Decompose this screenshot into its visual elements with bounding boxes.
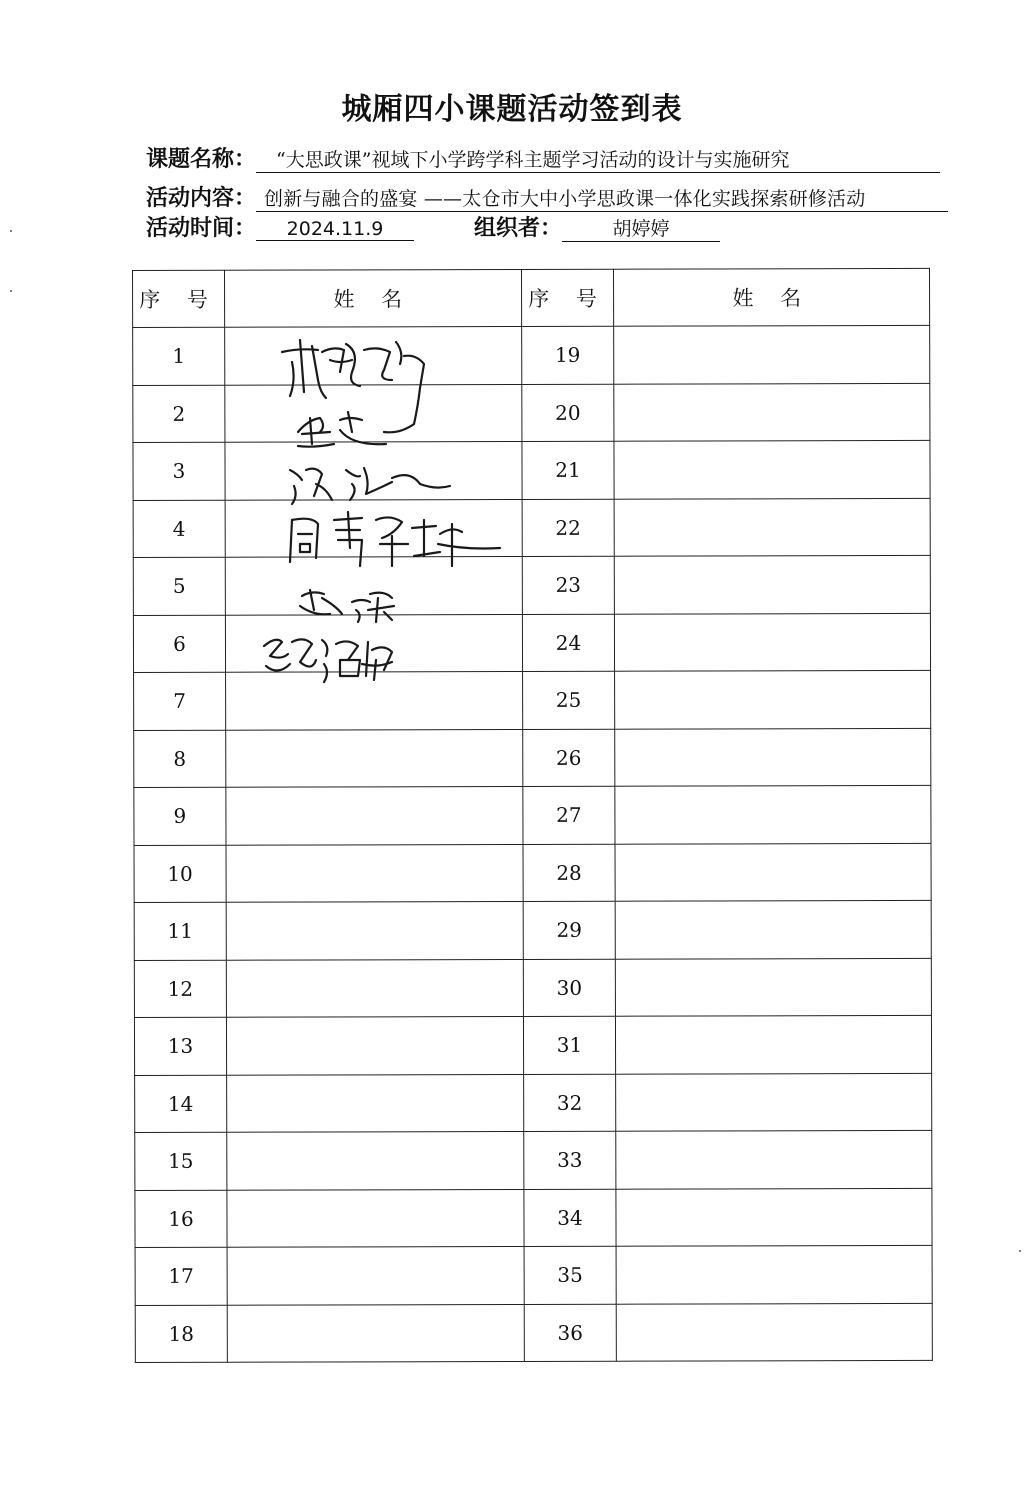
table-row (133, 613, 930, 673)
name-cell-right (616, 1073, 932, 1131)
row-number-left: 8 (134, 730, 226, 788)
name-cell-right (615, 843, 931, 901)
row-number-left: 4 (133, 500, 225, 558)
name-cell-right (614, 383, 930, 441)
row-number-left: 6 (133, 615, 225, 673)
row-number-left: 2 (133, 385, 225, 443)
table-row (135, 1303, 932, 1363)
organizer-value: 胡婷婷 (562, 214, 720, 242)
scan-speck-1 (10, 230, 12, 232)
table-row (135, 1130, 932, 1190)
name-cell-right (616, 958, 932, 1016)
row-number-left: 15 (135, 1132, 227, 1190)
name-cell-right (615, 613, 931, 671)
table-row (133, 498, 930, 558)
row-number-left: 14 (135, 1075, 227, 1133)
content-row (146, 181, 948, 212)
row-number-right: 25 (522, 671, 615, 729)
name-cell-left (225, 326, 522, 384)
name-cell-left (225, 441, 522, 499)
header-number-left: 序 号 (133, 270, 225, 327)
name-cell-left (226, 786, 523, 844)
table-row (135, 1245, 932, 1305)
row-number-right: 34 (523, 1189, 616, 1247)
name-cell-left (227, 1189, 524, 1247)
name-cell-right (615, 555, 931, 613)
time-label: 活动时间： (146, 215, 257, 241)
name-cell-right (616, 1245, 932, 1303)
table-row (134, 1015, 931, 1075)
row-number-right: 28 (523, 844, 616, 902)
header-name-right: 姓 名 (614, 268, 930, 326)
row-number-left: 12 (134, 960, 226, 1018)
content-value: 创新与融合的盛宴 ——太仓市大中小学思政课一体化实践探索研修活动 (256, 184, 948, 212)
table-header-row (133, 268, 930, 327)
row-number-left: 18 (135, 1305, 227, 1363)
name-cell-right (615, 728, 931, 786)
name-cell-right (615, 670, 931, 728)
table-row (133, 325, 930, 385)
name-cell-left (227, 1246, 524, 1304)
table-row (134, 958, 931, 1018)
row-number-left: 13 (134, 1017, 226, 1075)
row-number-left: 3 (133, 442, 225, 500)
name-cell-right (615, 785, 931, 843)
table-row (134, 900, 931, 960)
table-body (133, 325, 933, 1362)
row-number-right: 26 (522, 729, 615, 787)
name-cell-right (614, 440, 930, 498)
name-cell-left (226, 1016, 523, 1074)
topic-label: 课题名称： (146, 146, 257, 172)
row-number-right: 24 (522, 614, 615, 672)
name-cell-right (617, 1303, 933, 1361)
sign-in-table (132, 268, 933, 1363)
table-row (134, 670, 931, 730)
row-number-right: 35 (524, 1246, 617, 1304)
row-number-left: 7 (134, 672, 226, 730)
row-number-left: 11 (134, 902, 226, 960)
row-number-right: 30 (523, 959, 616, 1017)
row-number-left: 5 (133, 557, 225, 615)
row-number-right: 19 (521, 326, 614, 384)
row-number-right: 36 (524, 1304, 617, 1362)
name-cell-left (225, 614, 522, 672)
scan-speck-3 (1019, 1250, 1021, 1252)
name-cell-left (225, 671, 522, 729)
row-number-right: 20 (521, 384, 614, 442)
table-row (134, 728, 931, 788)
topic-value: “大思政课”视域下小学跨学科主题学习活动的设计与实施研究 (256, 145, 940, 173)
time-value: 2024.11.9 (256, 218, 414, 241)
row-number-right: 31 (523, 1016, 616, 1074)
name-cell-right (616, 1130, 932, 1188)
name-cell-right (614, 325, 930, 383)
row-number-left: 17 (135, 1247, 227, 1305)
name-cell-left (227, 1304, 524, 1362)
table-row (134, 785, 931, 845)
table-row (133, 383, 930, 443)
row-number-right: 22 (522, 499, 615, 557)
row-number-right: 23 (522, 556, 615, 614)
name-cell-left (225, 556, 522, 614)
topic-row (146, 142, 940, 173)
row-number-right: 32 (523, 1074, 616, 1132)
row-number-right: 33 (523, 1131, 616, 1189)
name-cell-left (226, 901, 523, 959)
header-number-right: 序 号 (521, 269, 614, 326)
table-row (135, 1073, 932, 1133)
organizer-label: 组织者： (474, 215, 563, 241)
row-number-left: 10 (134, 845, 226, 903)
time-row (146, 211, 720, 242)
name-cell-left (225, 499, 522, 557)
row-number-left: 16 (135, 1190, 227, 1248)
name-cell-left (226, 959, 523, 1017)
row-number-right: 21 (521, 441, 614, 499)
name-cell-right (616, 1188, 932, 1246)
name-cell-left (226, 729, 523, 787)
name-cell-right (615, 498, 931, 556)
name-cell-right (616, 900, 932, 958)
header-name-left: 姓 名 (224, 269, 521, 327)
table-row (133, 440, 930, 500)
row-number-left: 9 (134, 787, 226, 845)
table-row (134, 843, 931, 903)
name-cell-left (225, 384, 522, 442)
name-cell-left (227, 1074, 524, 1132)
table-row (133, 555, 930, 615)
page-title: 城厢四小课题活动签到表 (341, 92, 683, 127)
row-number-right: 27 (522, 786, 615, 844)
row-number-left: 1 (133, 327, 225, 385)
row-number-right: 29 (523, 901, 616, 959)
name-cell-left (227, 1131, 524, 1189)
content-label: 活动内容： (146, 185, 257, 211)
name-cell-left (226, 844, 523, 902)
name-cell-right (616, 1015, 932, 1073)
scan-speck-2 (10, 290, 12, 292)
table-row (135, 1188, 932, 1248)
